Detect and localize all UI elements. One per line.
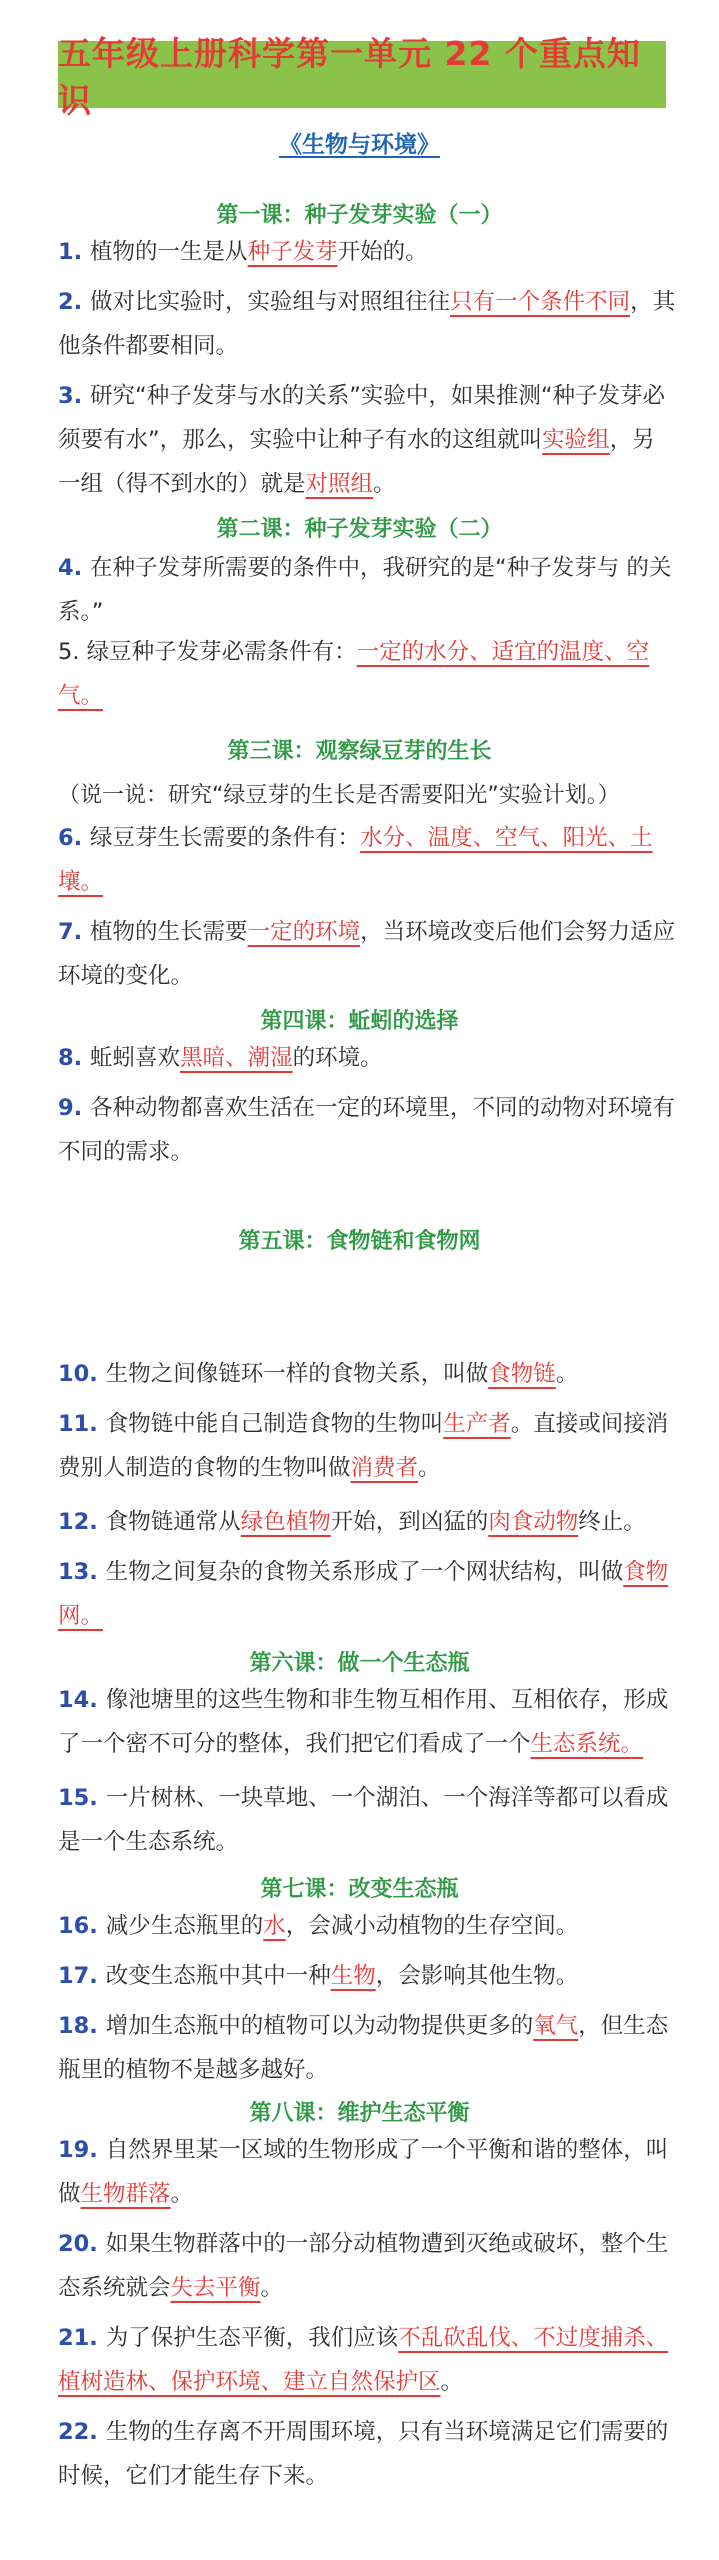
point-item — [58, 1500, 676, 1544]
point-number: 14. — [58, 1687, 106, 1713]
point-text: 如果生物群落中的一部分动植物遭到灭绝或破坏，整个生态系统就会 — [58, 2231, 669, 2301]
lesson-heading: 第三课：观察绿豆芽的生长 — [227, 739, 492, 764]
point-number: 7. — [58, 919, 91, 945]
lesson-heading: 第二课：种子发芽实验（二） — [216, 517, 503, 542]
lesson-heading: 第五课：食物链和食物网 — [238, 1229, 481, 1254]
point-text: 改变生态瓶中其中一种 — [105, 1963, 331, 1989]
point-item — [58, 2222, 676, 2310]
point-text: 开始的。 — [337, 239, 428, 265]
key-term: 对照组 — [305, 471, 374, 497]
point-item — [58, 1954, 676, 1998]
point-number: 9. — [58, 1095, 91, 1121]
point-text: 终止。 — [578, 1509, 646, 1535]
point-text: 为了保护生态平衡，我们应该 — [105, 2325, 399, 2351]
point-number: 8. — [58, 1045, 91, 1071]
point-item — [58, 280, 676, 368]
point-item — [58, 2410, 676, 2498]
lesson-heading: 第四课：蚯蚓的选择 — [260, 1009, 459, 1034]
point-number: 22. — [58, 2419, 106, 2445]
title-banner — [58, 33, 666, 120]
key-term: 食物网。 — [58, 1559, 669, 1629]
point-item — [58, 1036, 676, 1080]
point-item — [58, 546, 676, 634]
point-number: 10. — [58, 1361, 106, 1387]
point-text: 在种子发芽所需要的条件中，我研究的是“种子发芽与 的关系。” — [58, 555, 672, 625]
point-item — [58, 1550, 676, 1638]
point-item — [58, 1086, 676, 1174]
point-text: 生物之间像链环一样的食物关系，叫做 — [105, 1361, 489, 1387]
point-number: 4. — [58, 555, 91, 581]
point-number: 5. — [58, 639, 87, 665]
point-text: ，但生态瓶里的植物不是越多越好。 — [58, 2013, 669, 2083]
point-number: 17. — [58, 1963, 106, 1989]
key-term: 不乱砍乱伐、不过度捕杀、植树造林、保护环境、建立自然保护区 — [58, 2325, 669, 2395]
key-term: 生物群落 — [80, 2181, 171, 2207]
point-number: 6. — [58, 825, 91, 851]
point-text: 。 — [418, 1455, 441, 1481]
point-text: 蚯蚓喜欢 — [90, 1045, 181, 1071]
point-text: 研究“种子发芽与水的关系”实验中，如果推测“种子发芽必须要有水”，那么，实验中让种子有水的这组就叫 — [58, 383, 666, 453]
point-text: ，会影响其他生物。 — [375, 1963, 579, 1989]
point-text: 自然界里某一区域的生物形成了一个平衡和谐的整体，叫做 — [58, 2137, 669, 2207]
key-term: 一定的环境 — [247, 919, 361, 945]
point-item — [58, 1776, 676, 1864]
point-text: ，另一组（得不到水的）就是 — [58, 427, 655, 497]
point-text: 。 — [170, 2181, 194, 2207]
key-term: 一定的水分、适宜的温度、空气。 — [58, 639, 650, 709]
document-title: 五年级上册科学第一单元 22 个重点知识 — [58, 33, 641, 120]
key-term: 氧气 — [533, 2013, 579, 2039]
point-text: 。直接或间接消费别人制造的食物的生物叫做 — [58, 1411, 669, 1481]
unit-title: 《生物与环境》 — [279, 132, 440, 158]
point-number: 20. — [58, 2231, 106, 2257]
point-number: 15. — [58, 1785, 106, 1811]
point-item — [58, 230, 676, 274]
point-item — [58, 630, 676, 718]
point-text: 各种动物都喜欢生活在一定的环境里，不同的动物对环境有不同的需求。 — [58, 1095, 676, 1165]
key-term: 只有一个条件不同 — [450, 289, 631, 315]
point-item — [58, 1402, 676, 1490]
point-text: ，会减小动植物的生存空间。 — [285, 1913, 579, 1939]
lesson-heading: 第七课：改变生态瓶 — [260, 1877, 459, 1902]
point-text: 植物的一生是从 — [90, 239, 248, 265]
point-text: 。 — [260, 2275, 284, 2301]
point-item — [58, 816, 676, 904]
key-term: 失去平衡 — [170, 2275, 261, 2301]
point-text: 减少生态瓶里的 — [105, 1913, 264, 1939]
point-number: 18. — [58, 2013, 106, 2039]
point-text: ，当环境改变后他们会努力适应环境的变化。 — [58, 919, 676, 989]
lesson-heading: 第八课：维护生态平衡 — [249, 2101, 470, 2126]
point-text: 。 — [373, 471, 396, 497]
point-item — [58, 1678, 676, 1766]
key-term: 肉食动物 — [488, 1509, 579, 1535]
point-text: 的环境。 — [292, 1045, 383, 1071]
point-text: 。 — [555, 1361, 579, 1387]
point-text: 。 — [440, 2369, 464, 2395]
lesson-note: （说一说：研究“绿豆芽的生长是否需要阳光”实验计划。） — [58, 783, 620, 808]
point-item — [58, 2316, 676, 2404]
point-text: 一片树林、一块草地、一个湖泊、一个海洋等都可以看成是一个生态系统。 — [58, 1785, 669, 1855]
lesson-heading: 第六课：做一个生态瓶 — [249, 1651, 470, 1676]
point-number: 19. — [58, 2137, 106, 2163]
key-term: 黑暗、潮湿 — [180, 1045, 293, 1071]
key-term: 生产者 — [443, 1411, 511, 1437]
key-term: 绿色植物 — [240, 1509, 331, 1535]
point-number: 11. — [58, 1411, 106, 1437]
point-item — [58, 2128, 676, 2216]
point-text: 开始，到凶猛的 — [330, 1509, 489, 1535]
point-item — [58, 1352, 676, 1396]
key-term: 水分、温度、空气、阳光、土壤。 — [58, 825, 653, 895]
key-term: 水 — [263, 1913, 286, 1939]
key-term: 生态系统。 — [530, 1731, 644, 1757]
point-item — [58, 1904, 676, 1948]
point-text: 增加生态瓶中的植物可以为动物提供更多的 — [105, 2013, 534, 2039]
point-item — [58, 910, 676, 998]
point-number: 21. — [58, 2325, 106, 2351]
point-text: 生物的生存离不开周围环境，只有当环境满足它们需要的时候，它们才能生存下来。 — [58, 2419, 669, 2489]
point-text: 食物链通常从 — [105, 1509, 241, 1535]
point-text: 绿豆芽生长需要的条件有： — [90, 825, 361, 851]
point-item — [58, 2004, 676, 2092]
point-text: 像池塘里的这些生物和非生物互相作用、互相依存，形成了一个密不可分的整体，我们把它们看成了一个 — [58, 1687, 669, 1757]
point-text: ，其他条件都要相同。 — [58, 289, 676, 359]
point-number: 12. — [58, 1509, 106, 1535]
key-term: 种子发芽 — [247, 239, 338, 265]
key-term: 生物 — [330, 1963, 376, 1989]
key-term: 消费者 — [350, 1455, 419, 1481]
point-number: 13. — [58, 1559, 106, 1585]
point-text: 生物之间复杂的食物关系形成了一个网状结构，叫做 — [105, 1559, 624, 1585]
point-number: 16. — [58, 1913, 106, 1939]
point-text: 植物的生长需要 — [90, 919, 248, 945]
point-number: 3. — [58, 383, 91, 409]
point-item — [58, 374, 676, 506]
point-text: 做对比实验时，实验组与对照组往往 — [90, 289, 451, 315]
point-text: 绿豆种子发芽必需条件有： — [86, 639, 357, 665]
lesson-heading: 第一课：种子发芽实验（一） — [216, 203, 503, 228]
point-number: 2. — [58, 289, 91, 315]
point-number: 1. — [58, 239, 91, 265]
key-term: 食物链 — [488, 1361, 556, 1387]
point-text: 食物链中能自己制造食物的生物叫 — [105, 1411, 444, 1437]
key-term: 实验组 — [542, 427, 610, 453]
